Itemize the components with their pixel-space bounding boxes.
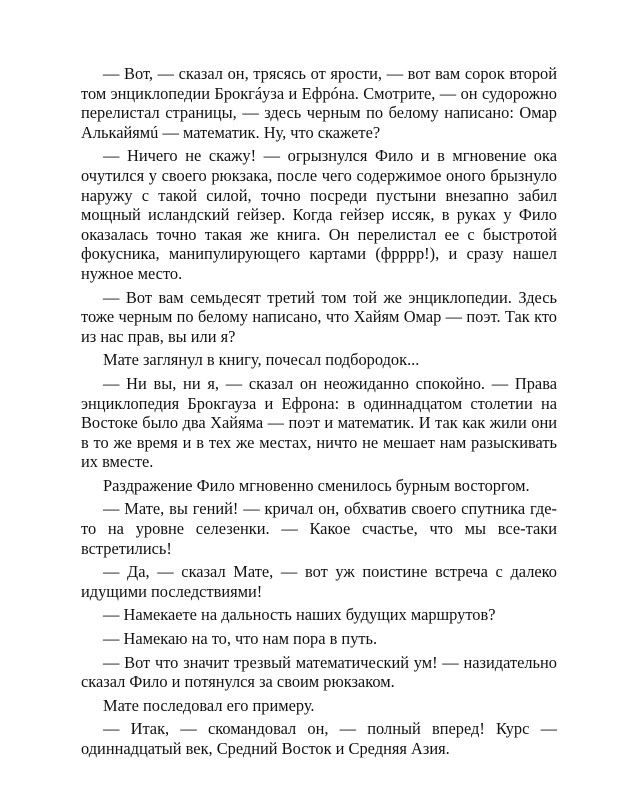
paragraph-5: — Ни вы, ни я, — сказал он неожиданно спокойно. — Права энциклопедия Брокгауза и Ефрона: в одиннадцатом столетии на Востоке было два Хайяма — поэт и математик. И так как жили они в то же время и в тех же местах, ничто не мешает нам разыскивать их вместе. [81,373,557,472]
paragraph-12: Мате последовал его примеру. [103,695,315,715]
book-page-text [81,64,557,763]
paragraph-11: — Вот что значит трезвый математический ум! — назидательно сказал Фило и потянулся за своим рюкзаком. [81,652,557,692]
paragraph-3: — Вот вам семьдесят третий том той же энциклопедии. Здесь тоже черным по белому написано, что Хайям Омар — поэт. Так кто из нас прав, вы или я? [81,287,557,346]
paragraph-7: — Мате, вы гений! — кричал он, обхватив своего спутника где-то на уровне селезенки. — Какое счастье, что мы все-таки встретились! [81,499,557,558]
paragraph-13: — Итак, — скомандовал он, — полный вперед! Курс — одиннадцатый век, Средний Восток и Средняя Азия. [81,719,557,758]
paragraph-8: — Да, — сказал Мате, — вот уж поистине встреча с далеко идущими последствиями! [81,562,557,601]
paragraph-6: Раздражение Фило мгновенно сменилось бурным восторгом. [103,475,530,495]
paragraph-2: — Ничего не скажу! — огрызнулся Фило и в мгновение ока очутился у своего рюкзака, после чего содержимое оного брызнуло наружу с такой силой, точно посреди пустыни внезапно забил мощный исландский гейзер. Когда гейзер иссяк, в руках у Фило оказалась точно такая же книга. Он перелистал ее с быстротой фокусника, манипулирующего картами (фрррр!), и сразу нашел нужное место. [81,146,557,283]
paragraph-4: Мате заглянул в книгу, почесал подбородок... [103,350,420,370]
paragraph-1: — Вот, — сказал он, трясясь от ярости, — вот вам сорок второй том энциклопедии Брокгáуза и Ефрóна. Смотрите, — он судорожно перелистал страницы, — здесь черным по белому написано: Омар Алькайямú — математик. Ну, что скажете? [81,64,557,142]
paragraph-9: — Намекаете на дальность наших будущих маршрутов? [103,605,496,625]
paragraph-10: — Намекаю на то, что нам пора в путь. [103,629,378,649]
